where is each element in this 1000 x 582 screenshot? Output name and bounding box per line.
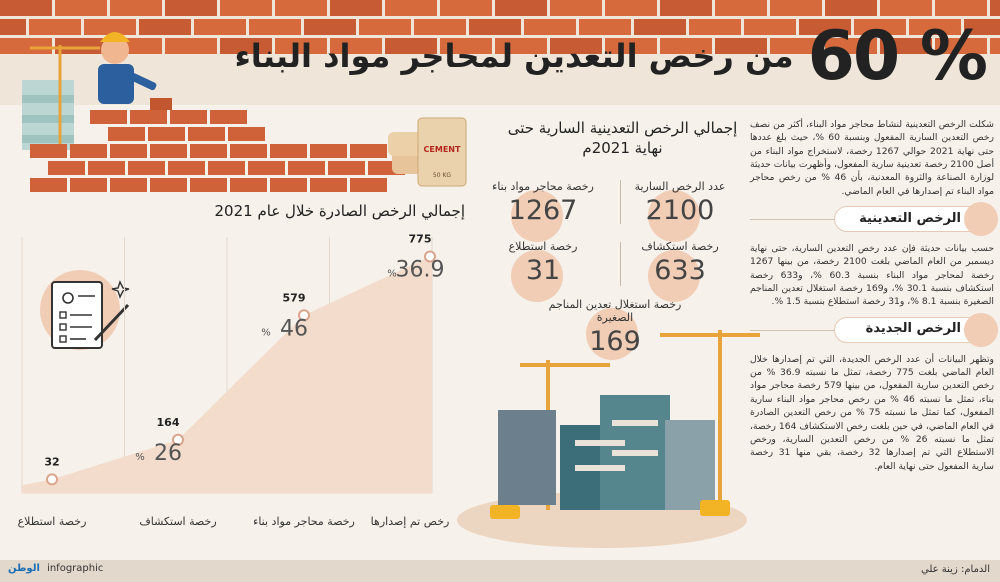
brick [130, 110, 167, 124]
intro-paragraph: شكلت الرخص التعدينية لنشاط محاجر مواد البناء، أكثر من نصف رخص التعدين السارية المفعول وبنسبة 60 %، حيث بلغ عددها حتى نهاية 2021 حوالي 1267 رخصة، لاستخراج مواد البناء من أصل 2100 رخصة تعدينية سارية المفعول، وأظهرت بيانات حديثة لوزارة الصناعة والثروة المعدنية، بأن 46 % من رخص محاجر مواد البناء تم إصدارها في العام الماضي. [750, 119, 994, 197]
brick [230, 144, 267, 158]
data-value-label: 775 [408, 232, 432, 246]
brick [90, 110, 127, 124]
brick [150, 144, 187, 158]
mining-paragraph: حسب بيانات حديثة فإن عدد رخص التعدين السارية، حتى نهاية ديسمبر من العام الماضي بلغت 2100 رخصة، من بينها 1267 رخصة لمحاجر مواد البناء بنسبة 60.3 %، و633 رخصة استكشاف بنسبة 30.1 %، و169 رخصة استغلال تعدين المناجم الصغيرة بنسبة 8.1 %، و31 رخصة استطلاع بنسبة 1.5 %. [750, 243, 994, 308]
brick [88, 161, 125, 175]
category-label: رخصة استطلاع [17, 515, 87, 528]
stat-small-mines-licenses [540, 298, 690, 368]
divider [620, 242, 621, 286]
brick [270, 178, 307, 192]
cement-bag-weight: 50 KG [432, 172, 452, 179]
category-label: رخصة استكشاف [139, 515, 217, 528]
stat-label: رخصة محاجر مواد بناء [492, 180, 594, 193]
brick [350, 178, 387, 192]
section-header-mining [750, 206, 994, 232]
article-column [750, 118, 994, 479]
brick [190, 144, 227, 158]
brand-label: infographic [47, 563, 104, 574]
category-label: رخصة محاجر مواد بناء [253, 515, 355, 528]
divider [620, 180, 621, 224]
category-label: رخص تم إصدارها [370, 515, 450, 528]
brick [228, 127, 265, 141]
stat-value: 2100 [645, 195, 715, 226]
issued-licenses-area-chart [0, 225, 470, 545]
divider [750, 219, 840, 220]
brick [210, 110, 247, 124]
author-credit: الدمام: زينة علي [921, 564, 990, 575]
brick [288, 161, 325, 175]
brick [328, 161, 365, 175]
brick [70, 178, 107, 192]
brick [310, 144, 347, 158]
brick-wall-left [30, 110, 405, 192]
data-value-label: 32 [44, 455, 60, 469]
percent-label: 46 [280, 316, 308, 342]
brick [30, 178, 67, 192]
section-dot-icon [964, 313, 998, 347]
brick [270, 144, 307, 158]
brick [70, 144, 107, 158]
brick [208, 161, 245, 175]
stat-label: عدد الرخص السارية [634, 180, 726, 193]
stat-label: رخصة استكشاف [641, 240, 719, 253]
chart-title: إجمالي الرخص الصادرة خلال عام 2021 [214, 202, 465, 220]
brick [310, 178, 347, 192]
section-header-new [750, 317, 994, 343]
section-dot-icon [964, 202, 998, 236]
brick [168, 161, 205, 175]
brick [190, 178, 227, 192]
new-licenses-paragraph: وتظهر البيانات أن عدد الرخص الجديدة، التي تم إصدارها خلال العام الماضي بلغت 775 رخصة، تمثل ما نسبته 36.9 % من رخص التعدين سارية المفعول، من بينها 579 رخصة محاجر مواد بناء، تمثل ما نسبته 46 % من رخص محاجر مواد البناء سارية المفعول، كما تمثل ما نسبته 75 % من رخص التعدين الصادرة في العام الماضي، في حين بلغت رخص الاستكشاف 164 رخصة، تمثل ما نسبته 26 % من رخص التعدين السارية، ورخص الاستطلاع التي تم إصدارها 32 رخصة، بقي منها 31 رخصة سارية المفعول حتى نهاية العام. [750, 353, 995, 472]
brick [150, 178, 187, 192]
data-point [47, 474, 57, 484]
stat-value: 633 [654, 255, 706, 286]
brick [188, 127, 225, 141]
cement-bag-brand: CEMENT [423, 145, 461, 154]
section-title-mining: الرخص التعدينية [859, 210, 961, 226]
brick [248, 161, 285, 175]
footer [0, 560, 1000, 582]
percent-sign: % [261, 327, 271, 339]
headline-percent: 60 % [807, 16, 986, 96]
brick [170, 110, 207, 124]
stat-label: رخصة استغلال تعدين المناجم الصغيرة [548, 298, 682, 324]
brick [128, 161, 165, 175]
stat-value: 169 [589, 326, 641, 357]
brick [110, 144, 147, 158]
stat-label: رخصة استطلاع [508, 240, 578, 253]
stat-value: 31 [525, 255, 561, 286]
brick [108, 127, 145, 141]
percent-label: 36.9 [395, 257, 445, 283]
headline-text: من رخص التعدين لمحاجر مواد البناء [234, 37, 794, 75]
percent-sign: % [387, 268, 397, 280]
data-value-label: 164 [156, 415, 180, 429]
brand-mark [8, 563, 103, 574]
stats-title: إجمالي الرخص التعدينية السارية حتى نهاية 2021م [507, 119, 738, 158]
brick [110, 178, 147, 192]
brick [30, 144, 67, 158]
percent-label: 26 [154, 440, 182, 466]
cement-bags-illustration [388, 118, 466, 186]
brick [148, 127, 185, 141]
brick [350, 144, 387, 158]
data-value-label: 579 [282, 291, 306, 305]
brick [48, 161, 85, 175]
brand-logo: الوطن [8, 563, 40, 574]
section-title-new: الرخص الجديدة [865, 321, 961, 337]
brick [230, 178, 267, 192]
divider [750, 330, 840, 331]
percent-sign: % [135, 451, 145, 463]
stat-value: 1267 [508, 195, 578, 226]
